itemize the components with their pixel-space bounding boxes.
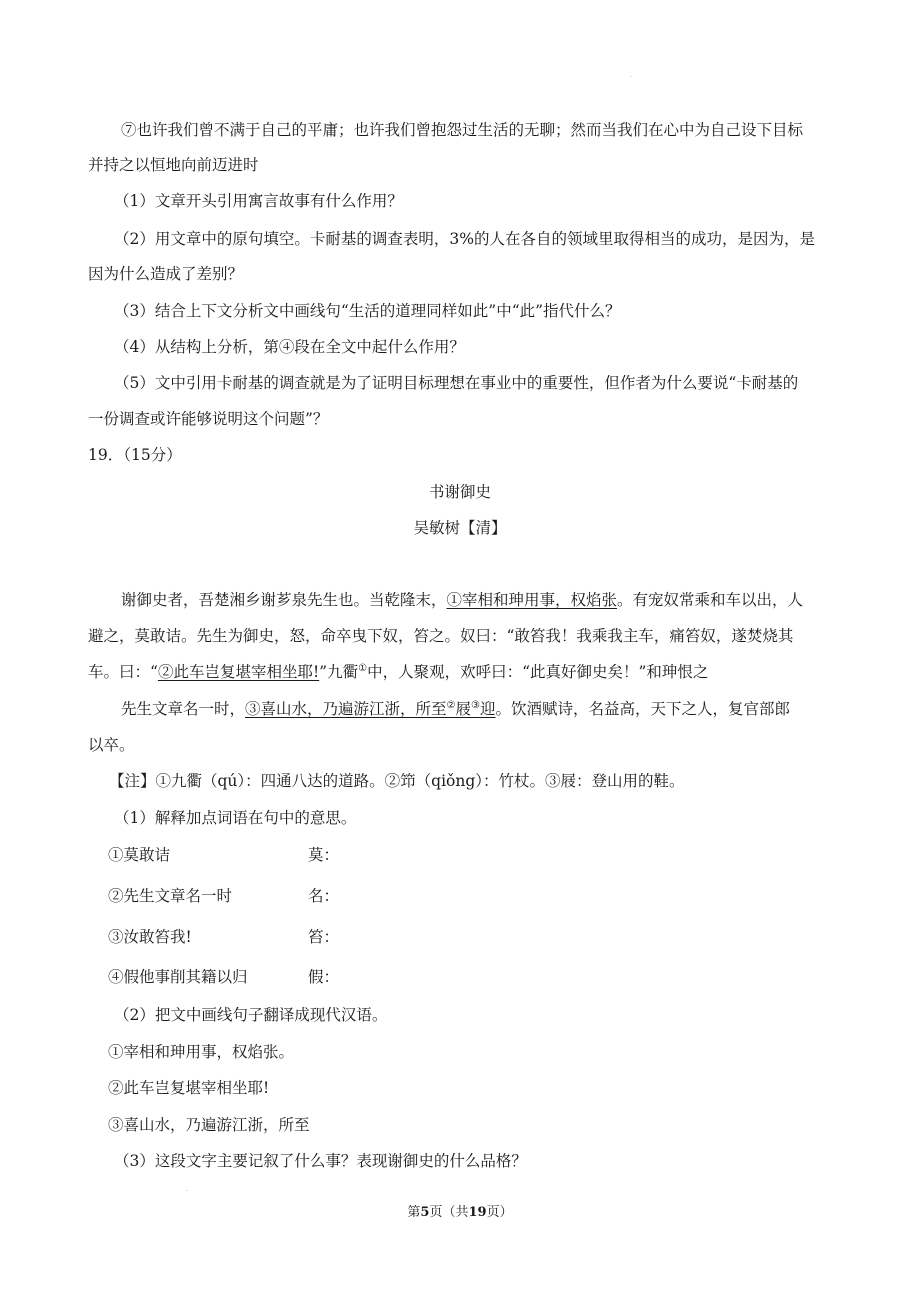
question-18-2-line-1: （2）用文章中的原句填空。卡耐基的调查表明，3%的人在各自的领域里取得相当的成功，是因为，是 [114,230,815,248]
note-marker-1: ① [358,662,368,674]
passage-paragraph-2-line-1: 先生文章名一时，③喜山水，乃遍游江浙，所至②屐③迎。饮酒赋诗，名益高，天下之人，复官部郎 [121,699,791,718]
question-18-2-line-2: 因为什么造成了差别？ [88,265,244,283]
scan-dot: . [186,1186,188,1193]
sub-question-1-prompt: （1）解释加点词语在句中的意思。 [114,809,357,827]
underlined-sentence-3: ③喜山水，乃遍游江浙，所至②屐③迎 [245,699,496,718]
translate-sentence-3: ③喜山水，乃遍游江浙，所至 [108,1116,310,1134]
vocab-word-1: 莫： [308,846,340,864]
question-18-5-line-1: （5）文中引用卡耐基的调查就是为了证明目标理想在事业中的重要性，但作者为什么要说“卡耐基的 [114,374,799,392]
question-18-5-line-2: 一份调查或许能够说明这个问题”？ [88,410,329,428]
page-footer: 第5页（共19页） [407,1205,513,1220]
note-marker-2: ② [446,699,456,711]
vocab-phrase-4: ④假他事削其籍以归 [108,968,248,986]
question-18-4: （4）从结构上分析，第④段在全文中起什么作用？ [114,338,465,356]
underlined-sentence-2: ②此车岂复堪宰相坐耶! [157,663,320,681]
annotation-note: 【注】①九衢（qú）：四通八达的道路。②笻（qiǒng）：竹杖。③屐：登山用的鞋。 [109,772,685,790]
vocab-phrase-2: ②先生文章名一时 [108,887,233,905]
vocab-word-2: 名： [308,887,340,905]
page-number: 5 [420,1205,430,1220]
passage-paragraph-2-line-2: 以卒。 [88,736,135,754]
translate-sentence-1: ①宰相和珅用事，权焰张。 [108,1043,295,1061]
total-pages: 19 [468,1205,487,1220]
paragraph-7-line-1: ⑦也许我们曾不满于自己的平庸；也许我们曾抱怨过生活的无聊；然而当我们在心中为自己设下目标 [121,121,804,139]
question-18-1: （1）文章开头引用寓言故事有什么作用？ [114,192,403,210]
scan-dot: . [630,72,632,79]
passage-author: 吴敏树【清】 [413,519,507,537]
passage-paragraph-1-line-3: 车。曰：“②此车岂复堪宰相坐耶!”九衢①中，人聚观，欢呼曰：“此真好御史矣！”和珅恨之 [88,662,709,681]
vocab-word-4: 假： [308,968,340,986]
sub-question-3-prompt: （3）这段文字主要记叙了什么事？表现谢御史的什么品格？ [114,1152,527,1170]
vocab-phrase-1: ①莫敢诘 [108,846,171,864]
question-19-header: 19．（15分） [88,446,182,464]
question-18-3: （3）结合上下文分析文中画线句“生活的道理同样如此”中“此”指代什么？ [114,302,621,320]
passage-title: 书谢御史 [428,483,491,501]
passage-paragraph-1-line-1: 谢御史者，吾楚湘乡谢芗泉先生也。当乾隆末，①宰相和珅用事，权焰张。有宠奴常乘和车以出，人 [121,591,804,609]
sub-question-2-prompt: （2）把文中画线句子翻译成现代汉语。 [114,1006,388,1024]
translate-sentence-2: ②此车岂复堪宰相坐耶! [108,1079,270,1097]
note-marker-3: ③ [471,699,480,711]
passage-paragraph-1-line-2: 避之，莫敢诘。先生为御史，怒，命卒曳下奴，笞之。奴曰：“敢笞我！我乘我主车，痛笞奴，遂焚烧其 [88,627,794,645]
paragraph-7-line-2: 并持之以恒地向前迈进时 [88,156,259,174]
underlined-sentence-1: ①宰相和珅用事，权焰张 [446,591,618,609]
vocab-phrase-3: ③汝敢笞我! [108,928,192,946]
vocab-word-3: 笞： [308,928,340,946]
